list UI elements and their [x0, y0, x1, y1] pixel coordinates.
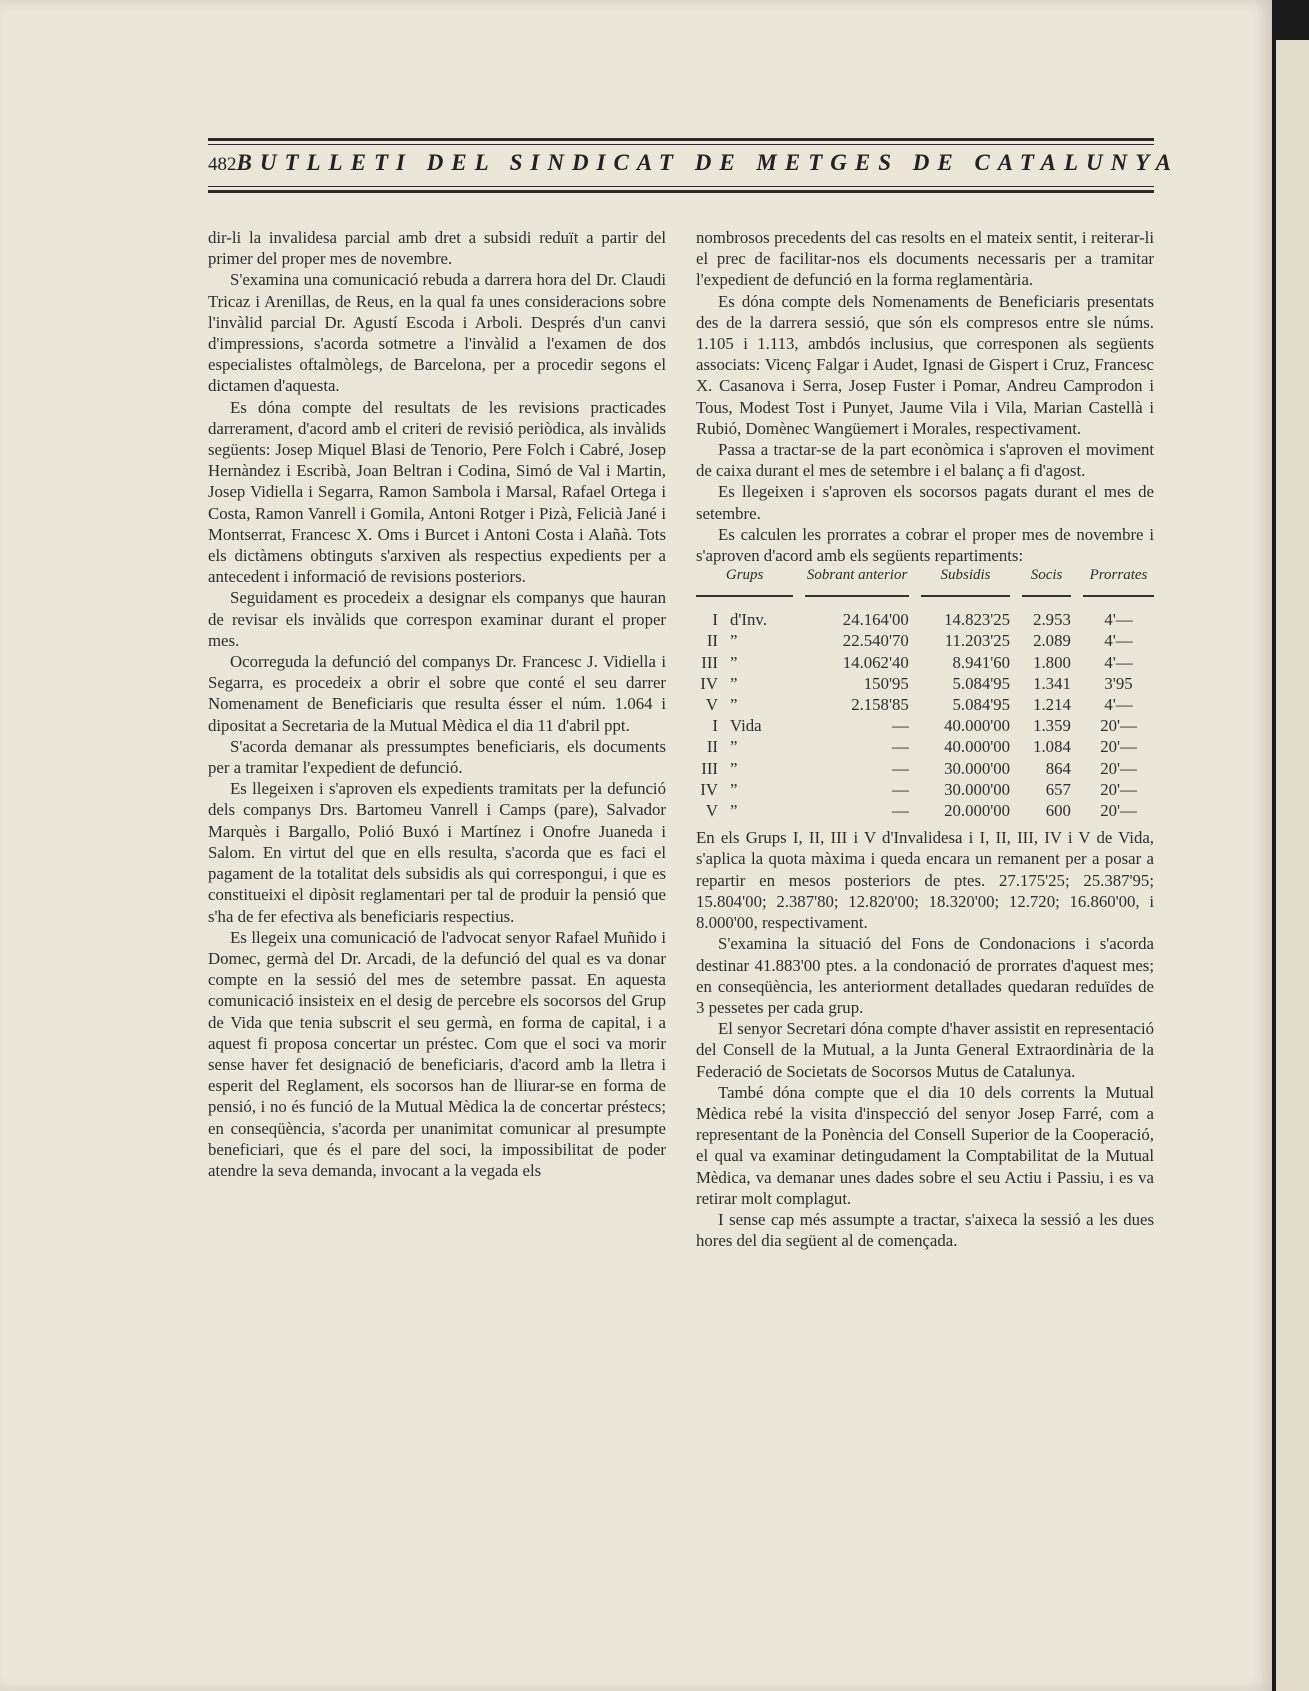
cell-sobrant: —	[891, 801, 909, 821]
paragraph: Es llegeix una comunicació de l'advocat senyor Rafael Muñido i Domec, germà del Dr. Arcadi, de la defunció del qual es va donar compte en la sessió del mes de setembre passat. En aquesta comunicació insisteix en el desig de percebre els socorsos del Grup de Vida que tenia subscrit el seu germà, en forma de capital, i a aquest fi proposa concertar un préstec. Com que el soci va morir sense haver fet designació de beneficiaris, d'acord amb la lletra i esperit del Reglament, els socorsos han de lliurar-se en forma de pensió, i no és funció de la Mutual Mèdica la de concertar préstecs; en conseqüència, s'acorda per unanimitat comunicar al presumpte beneficiari, que és el pare del soci, la impossibilitat de poder atendre la seva demanda, invocant a la vegada els	[208, 927, 666, 1180]
paragraph: Seguidament es procedeix a designar els companys que hauran de revisar els invàlids que correspon examinar durant el proper mes.	[208, 588, 666, 650]
cell-socis: 1.214	[1033, 695, 1071, 715]
cell-grup	[696, 779, 793, 800]
cell-prorrates: 4'—	[1104, 652, 1133, 672]
cell-grup-num: V	[705, 695, 718, 715]
cell-prorrates: 4'—	[1104, 695, 1133, 715]
paragraph: També dóna compte que el dia 10 dels corrents la Mutual Mèdica rebé la visita d'inspecció del senyor Josep Farré, com a representant de la Ponència del Consell Superior de la Cooperació, el qual va examinar detingudament la Comptabilitat de la Mutual Mèdica, va demanar unes dades sobre el seu Actiu i Passiu, i es va retirar molt complagut.	[696, 1082, 1154, 1208]
cell-subsidis: 20.000'00	[944, 801, 1011, 821]
cell-prorrates: 20'—	[1100, 779, 1137, 799]
paragraph: Es dóna compte dels Nomenaments de Beneficiaris presentats des de la darrera sessió, que són els compresos entre sle núms. 1.105 i 1.113, ambdós inclusius, que corresponen als següents associats: Vicenç Falgar i Audet, Ignasi de Gispert i Cruz, Francesc X. Casanova i Serra, Josep Fuster i Pomar, Andreu Camprodon i Tous, Modest Tost i Punyet, Jaume Vila i Vila, Marian Castellà i Rubió, Domènec Wangüemert i Morales, respectivament.	[696, 291, 1154, 438]
cell-subsidis: 30.000'00	[944, 758, 1011, 778]
cell-socis: 1.359	[1033, 716, 1071, 736]
cell-grup-name: ”	[730, 801, 738, 821]
prorrates-table	[696, 566, 1154, 821]
col-header-sobrant: Sobrant anterior	[805, 566, 908, 596]
cell-socis: 1.341	[1033, 673, 1071, 693]
cell-subsidis: 5.084'95	[952, 695, 1011, 715]
cell-prorrates: 20'—	[1100, 737, 1137, 757]
cell-grup	[696, 630, 793, 651]
paragraph: Es llegeixen i s'aproven els expedients tramitats per la defunció dels companys Drs. Bartomeu Vanrell i Camps (pare), Salvador Marquès i Bargallo, Polió Buxó i Martínez i Onofre Juaneda i Salom. En virtut del que en ells resulta, s'acorda que es faci el pagament de la totalitat dels subsidis als qui correspongui, i que es constitueixi el dipòsit reglamentari per tal de produir la pensió que s'ha de fer efectiva als beneficiaris respectius.	[208, 779, 666, 926]
cell-grup-name: ”	[730, 695, 738, 715]
cell-grup	[696, 673, 793, 694]
table-row	[696, 652, 1154, 673]
paragraph: Es llegeixen i s'aproven els socorsos pagats durant el mes de setembre.	[696, 482, 1154, 523]
cell-prorrates: 4'—	[1104, 610, 1133, 630]
cell-subsidis: 5.084'95	[952, 673, 1011, 693]
cell-grup	[696, 596, 793, 630]
cell-grup	[696, 736, 793, 757]
cell-grup-num: IV	[700, 779, 718, 799]
cell-grup	[696, 715, 793, 736]
cell-prorrates: 20'—	[1100, 758, 1137, 778]
cell-sobrant: —	[891, 737, 909, 757]
table-header-row	[696, 566, 1154, 596]
cell-subsidis: 40.000'00	[944, 737, 1011, 757]
table-row	[696, 779, 1154, 800]
table-row	[696, 715, 1154, 736]
paragraph: S'acorda demanar als pressumptes beneficiaris, els documents per a tramitar l'expedient de defunció.	[208, 736, 666, 778]
header-rule-bottom-thin	[208, 186, 1154, 187]
cell-socis: 2.089	[1033, 631, 1071, 651]
cell-grup-name: ”	[730, 673, 738, 693]
cell-subsidis: 11.203'25	[944, 631, 1011, 651]
cell-socis: 2.953	[1033, 610, 1071, 630]
cell-subsidis: 40.000'00	[944, 716, 1011, 736]
cell-prorrates: 20'—	[1100, 716, 1137, 736]
cell-socis: 1.800	[1033, 652, 1071, 672]
paragraph: S'examina una comunicació rebuda a darrera hora del Dr. Claudi Tricaz i Arenillas, de Reus, en la qual fa unes consideracions sobre l'invàlid parcial Dr. Agustí Escoda i Arboli. Després d'un canvi d'impressions, s'acorda sotmetre a l'invàlid a l'examen de dos especialistes oftalmòlegs, de Barcelona, per a procedir segons el dictamen d'aquesta.	[208, 270, 666, 396]
cell-socis: 1.084	[1033, 737, 1071, 757]
paragraph: Es dóna compte del resultats de les revisions practicades darrerament, d'acord amb el criteri de revisió periòdica, als invàlids següents: Josep Miquel Blasi de Tenorio, Pere Folch i Cabré, Josep Hernàndez i Escribà, Joan Beltran i Codina, Simó de Val i Martin, Josep Vidiella i Segarra, Ramon Sambola i Marsal, Rafael Ortega i Costa, Ramon Vanrell i Gomila, Antoni Rotger i Pizà, Felicià Jané i Montserrat, Francesc X. Oms i Burcet i Antoni Costa i Alañà. Tots els dictàmens obtinguts s'arxiven als respectius expedients per a antecedent i informació de revisions posteriors.	[208, 397, 666, 587]
col-header-prorrates: Prorrates	[1083, 566, 1154, 596]
cell-subsidis: 14.823'25	[944, 610, 1011, 630]
cell-sobrant: 22.540'70	[842, 631, 909, 651]
table-row	[696, 596, 1154, 630]
cell-grup-name: Vida	[730, 716, 762, 736]
page-number: 482	[208, 154, 237, 175]
next-page-edge	[1276, 40, 1309, 1691]
col-header-subsidis: Subsidis	[921, 566, 1010, 596]
table-row	[696, 800, 1154, 821]
cell-grup-name: d'Inv.	[730, 610, 767, 630]
cell-socis: 657	[1045, 779, 1071, 799]
right-column	[696, 227, 1154, 1251]
table-row	[696, 694, 1154, 715]
cell-grup	[696, 652, 793, 673]
header-rule-top	[208, 138, 1154, 141]
paragraph: En els Grups I, II, III i V d'Invalidesa i I, II, III, IV i V de Vida, s'aplica la quota màxima i queda encara un remanent per a posar a repartir en mesos posteriors de ptes. 27.175'25; 25.387'95; 15.804'00; 2.387'80; 12.820'00; 18.320'00; 12.720; 16.860'00, i 8.000'00, respectivament.	[696, 828, 1154, 933]
cell-socis: 600	[1045, 801, 1071, 821]
paragraph: Es calculen les prorrates a cobrar el proper mes de novembre i s'aproven d'acord amb els següents repartiments:	[696, 524, 1154, 566]
table-row	[696, 758, 1154, 779]
cell-prorrates: 3'95	[1104, 673, 1133, 693]
cell-sobrant: —	[891, 758, 909, 778]
cell-socis: 864	[1045, 758, 1071, 778]
cell-sobrant: 24.164'00	[842, 610, 909, 630]
cell-grup-num: IV	[700, 673, 718, 693]
cell-grup-num: II	[706, 631, 718, 651]
header-rule-bottom	[208, 190, 1154, 193]
cell-grup-name: ”	[730, 779, 738, 799]
cell-sobrant: 14.062'40	[842, 652, 909, 672]
cell-grup-num: III	[701, 652, 718, 672]
journal-title: BUTLLETI DEL SINDICAT DE METGES DE CATALUNYA	[236, 150, 1179, 175]
table-row	[696, 630, 1154, 651]
cell-prorrates: 4'—	[1104, 631, 1133, 651]
cell-grup	[696, 694, 793, 715]
cell-grup-name: ”	[730, 652, 738, 672]
cell-grup	[696, 758, 793, 779]
cell-grup-name: ”	[730, 758, 738, 778]
cell-sobrant: —	[891, 716, 909, 736]
paragraph: El senyor Secretari dóna compte d'haver assistit en representació del Consell de la Mutual, a la Junta General Extraordinària de la Federació de Societats de Socorsos Mutus de Catalunya.	[696, 1019, 1154, 1081]
paragraph: dir-li la invalidesa parcial amb dret a subsidi reduït a partir del primer del proper mes de novembre.	[208, 228, 666, 269]
cell-sobrant: 2.158'85	[851, 695, 909, 715]
cell-prorrates: 20'—	[1100, 801, 1137, 821]
cell-grup-num: V	[705, 801, 718, 821]
cell-grup-num: I	[712, 610, 718, 630]
cell-subsidis: 8.941'60	[952, 652, 1011, 672]
table-row	[696, 736, 1154, 757]
paragraph: Passa a tractar-se de la part econòmica i s'aproven el moviment de caixa durant el mes de setembre i el balanç a fi d'agost.	[696, 440, 1154, 481]
paragraph: nombrosos precedents del cas resolts en el mateix sentit, i reiterar-li el prec de facilitar-nos els documents necessaris per a tramitar l'expedient de defunció en la forma reglamentària.	[696, 228, 1154, 290]
cell-subsidis: 30.000'00	[944, 779, 1011, 799]
cell-sobrant: —	[891, 779, 909, 799]
cell-grup-name: ”	[730, 631, 738, 651]
paragraph: I sense cap més assumpte a tractar, s'aixeca la sessió a les dues hores del dia següent al de començada.	[696, 1209, 1154, 1251]
cell-grup-num: I	[712, 716, 718, 736]
header-rule-top-thin	[208, 144, 1154, 145]
paragraph: S'examina la situació del Fons de Condonacions i s'acorda destinar 41.883'00 ptes. a la condonació de prorrates d'aquest mes; en conseqüència, les anteriorment detallades quedaran reduïdes de 3 pessetes per cada grup.	[696, 934, 1154, 1017]
col-header-socis: Socis	[1022, 566, 1071, 596]
cell-grup-num: II	[706, 737, 718, 757]
cell-grup-num: III	[701, 758, 718, 778]
cell-grup-name: ”	[730, 737, 738, 757]
left-column	[208, 227, 666, 1181]
col-header-grups: Grups	[696, 566, 793, 596]
cell-sobrant: 150'95	[863, 673, 909, 693]
running-header	[208, 150, 1179, 184]
paragraph: Ocorreguda la defunció del companys Dr. Francesc J. Vidiella i Segarra, es procedeix a obrir el sobre que conté el seu darrer Nomenament de Beneficiaris que resulta ésser el núm. 1.064 i dipositat a Secretaria de la Mutual Mèdica el dia 11 d'abril ppt.	[208, 652, 666, 735]
cell-grup	[696, 800, 793, 821]
table-row	[696, 673, 1154, 694]
